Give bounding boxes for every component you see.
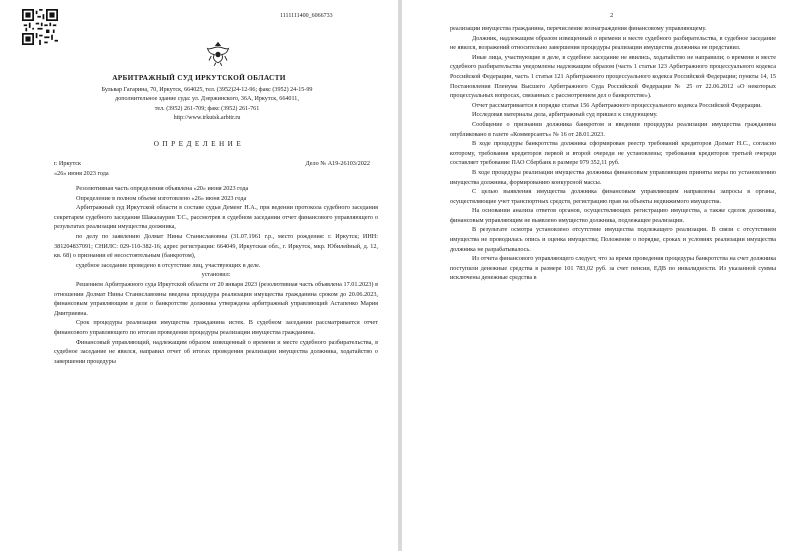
city: г. Иркутск	[54, 160, 82, 167]
right-page-body	[450, 24, 776, 283]
address-line: тел. (3952) 261-709; факс (3952) 261-761	[154, 105, 260, 112]
document-page-1	[0, 0, 398, 551]
address-line: дополнительное здание суда: ул. Дзержинского, 36А, Иркутск, 664011,	[115, 96, 299, 103]
court-name: АРБИТРАЖНЫЙ СУД ИРКУТСКОЙ ОБЛАСТИ	[112, 73, 286, 82]
document-type-title: ОПРЕДЕЛЕНИЕ	[153, 140, 245, 148]
paragraph: Арбитражный суд Иркутской области в составе судьи Деменг Н.А., при ведении протокола судебного заседания секретарем судебного заседания Шакалаурин Т.С., рассмотрев в судебном заседании отчет финансового управляющего о результатах реализации имущества должника,	[54, 204, 378, 231]
paragraph: Должник, надлежащим образом извещенный о времени и месте судебного разбирательства, в судебное заседание не явился, возражений относительно завершения процедуры реализации имущества должника не представил.	[450, 34, 776, 52]
paragraph: Исследовав материалы дела, арбитражный суд пришел к следующему.	[472, 111, 658, 119]
paragraph: В результате осмотра установлено отсутствие имущества подлежащего реализации. В связи с отсутствием имущества не проводилась опись и оценка имущества; Положение о порядке, сроках и условиях реализации имущества должника не разрабатывалось.	[450, 226, 776, 253]
paragraph: Срок процедуры реализации имущества гражданина истек. В судебном заседании рассматривается отчет финансового управляющего по итогам проведения процедуры реализации имущества гражданина.	[54, 319, 378, 336]
document-date: «26» июня 2023 года	[54, 170, 109, 177]
paragraph: В ходе процедуры банкротства должника сформирован реестр требований кредиторов Долмат Н.С., согласно которому, требования кредиторов первой и второй очереди не установлены; требования кредиторов третьей очереди составляет требование ПАО Сбербанк в размере 979 352,11 руб.	[450, 140, 776, 167]
paragraph: На основании анализа ответов органов, осуществляющих регистрацию имущества, а также сделок должника, финансовым управляющим не выявлено имущество должника, подлежащее реализации.	[450, 207, 776, 224]
paragraph: Определение в полном объеме изготовлено «26» июня 2023 года	[76, 194, 247, 202]
website-link[interactable]: http://www.irkutsk.arbitr.ru	[173, 115, 241, 122]
paragraph: Сообщение о признании должника банкротом и введении процедуры реализации имущества гражданина опубликовано в газете «Коммерсантъ» № 16 от 28.01.2023.	[450, 120, 776, 138]
qr-code-icon	[22, 9, 58, 45]
paragraph: по делу по заявлению Долмат Нины Станиславовны (31.07.1961 г.р., место рождения: г. Иркутск; ИНН: 381204837091; СНИЛС: 029-110-382-16; адрес регистрации: 664049, Иркутская обл., г. Иркутск, мкр. Юбилейный, д. 12, кв. 68) о признании её несостоятельным (банкротом),	[54, 232, 378, 260]
coat-of-arms-icon	[203, 38, 233, 68]
left-page-body	[54, 184, 378, 366]
paragraph: С целью выявления имущества должника финансовым управляющим направлены запросы в органы, осуществляющие учет транспортных средств, регистрацию прав на объекты недвижимого имущества.	[450, 188, 776, 205]
document-page-2	[402, 0, 800, 551]
document-barcode-number: 1111111400_6066733	[280, 13, 333, 19]
paragraph: реализации имущества гражданина, перечисление вознаграждения финансовому управляющему.	[450, 25, 707, 32]
page-number: 2	[610, 12, 614, 19]
paragraph: судебное заседание проведено в отсутствие лиц, участвующих в деле.	[76, 261, 261, 269]
paragraph: В ходе процедуры реализации имущества должника финансовым управляющим приняты меры по установлению имущества должника, формированию конкурсной массы.	[450, 168, 776, 186]
court-address-block	[40, 86, 374, 124]
paragraph: Решением Арбитражного суда Иркутской области от 20 января 2023 (резолютивная часть объявлена 17.01.2023) в отношении Долмат Нины Станиславовны введена процедура реализации имущества гражданина сроком до 20.06.2023, финансовым управляющим в деле о банкротстве должника утверждена арбитражный управляющий Астапенко Мария Дмитриевна.	[54, 280, 378, 317]
case-number: Дело № А19-26103/2022	[305, 160, 370, 167]
paragraph: Отчет рассматривается в порядке статьи 156 Арбитражного процессуального кодекса Российской Федерации.	[472, 101, 762, 109]
paragraph: установил:	[201, 271, 231, 279]
paragraph: Финансовый управляющий, надлежащим образом извещенный о времени и месте судебного разбирательства, в судебное заседание не явился, направил отчет об итогах проведения реализации имущества должника, ходатайство о завершении процедуры	[54, 338, 378, 365]
paragraph: Резолютивная часть определения объявлена «20» июня 2023 года	[76, 185, 249, 192]
address-line: Бульвар Гагарина, 70, Иркутск, 664025, тел. (3952)24-12-96; факс (3952) 24-15-99	[101, 87, 313, 93]
paragraph: Из отчета финансового управляющего следует, что за время проведения процедуры банкротства на счет должника поступили денежные средства в размере 101 783,02 руб. за счет пенсии, ЕДВ по инвалидности. Из указанной суммы исключены денежные средства в	[450, 255, 776, 282]
paragraph: Иные лица, участвующие в деле, в судебное заседание не явились, ходатайство не направили; о времени и месте судебного разбирательства уведомлены надлежащим образом (часть 1 статьи 123 Арбитражного процессуального кодекса Российской Федерации, часть 1 статьи 121 Арбитражного процессуального кодекса Российской Федерации; пункты 14, 15 Постановления Пленума Высшего Арбитражного Суда Российской Федерации № 25 от 22.06.2012 «О некоторых процессуальных вопросах, связанных с рассмотрением дел о банкротстве»).	[450, 53, 776, 100]
city-case-row	[54, 160, 370, 167]
